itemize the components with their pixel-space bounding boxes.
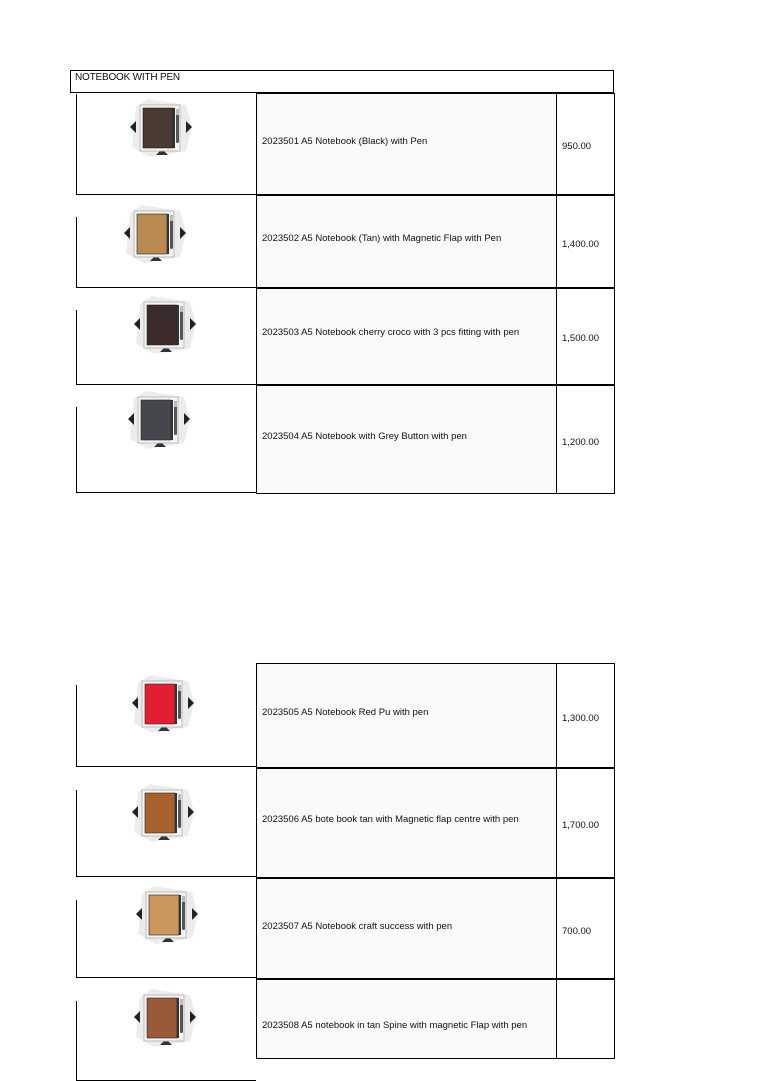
product-description: 2023506 A5 bote book tan with Magnetic flap centre with pen xyxy=(262,814,519,825)
product-price: 950.00 xyxy=(562,141,592,152)
product-description: 2023505 A5 Notebook Red Pu with pen xyxy=(262,707,429,718)
section-title: NOTEBOOK WITH PEN xyxy=(70,70,614,93)
product-description-cell xyxy=(256,768,557,878)
notebook-with-pen-icon xyxy=(126,389,192,451)
product-price-cell xyxy=(556,195,615,288)
table-row xyxy=(0,93,768,195)
product-description: 2023508 A5 notebook in tan Spine with magnetic Flap with pen xyxy=(262,1020,528,1031)
product-price-cell xyxy=(556,288,615,385)
notebook-with-pen-icon xyxy=(134,884,200,946)
product-description-cell xyxy=(256,385,557,494)
product-description: 2023503 A5 Notebook cherry croco with 3 pcs fitting with pen xyxy=(262,327,520,338)
product-description: 2023507 A5 Notebook craft success with pen xyxy=(262,921,453,932)
product-description-cell xyxy=(256,195,557,288)
table-row xyxy=(0,878,768,979)
table-row xyxy=(0,768,768,878)
product-price: 1,200.00 xyxy=(562,437,599,448)
product-description-cell xyxy=(256,878,557,979)
product-price-cell xyxy=(556,385,615,494)
product-price-cell xyxy=(556,663,615,768)
product-description: 2023504 A5 Notebook with Grey Button with pen xyxy=(262,431,467,442)
notebook-with-pen-icon xyxy=(122,203,188,265)
notebook-with-pen-icon xyxy=(132,294,198,356)
notebook-with-pen-icon xyxy=(130,673,196,735)
product-price: 1,700.00 xyxy=(562,820,599,831)
notebook-with-pen-icon xyxy=(132,987,198,1049)
table-row xyxy=(0,979,768,1059)
product-price-cell xyxy=(556,979,615,1059)
product-description-cell xyxy=(256,288,557,385)
product-price: 1,400.00 xyxy=(562,239,599,250)
product-price-cell xyxy=(556,768,615,878)
table-row xyxy=(0,663,768,768)
table-row xyxy=(0,385,768,494)
product-description-cell xyxy=(256,93,557,195)
product-price-cell xyxy=(556,878,615,979)
product-description: 2023501 A5 Notebook (Black) with Pen xyxy=(262,136,428,147)
table-row xyxy=(0,288,768,385)
product-description-cell xyxy=(256,979,557,1059)
notebook-with-pen-icon xyxy=(130,782,196,844)
product-price: 700.00 xyxy=(562,926,592,937)
product-description-cell xyxy=(256,663,557,768)
table-row xyxy=(0,195,768,288)
notebook-with-pen-icon xyxy=(128,97,194,159)
product-price: 1,300.00 xyxy=(562,713,599,724)
product-price: 1,500.00 xyxy=(562,333,599,344)
product-description: 2023502 A5 Notebook (Tan) with Magnetic Flap with Pen xyxy=(262,233,502,244)
product-price-cell xyxy=(556,93,615,195)
